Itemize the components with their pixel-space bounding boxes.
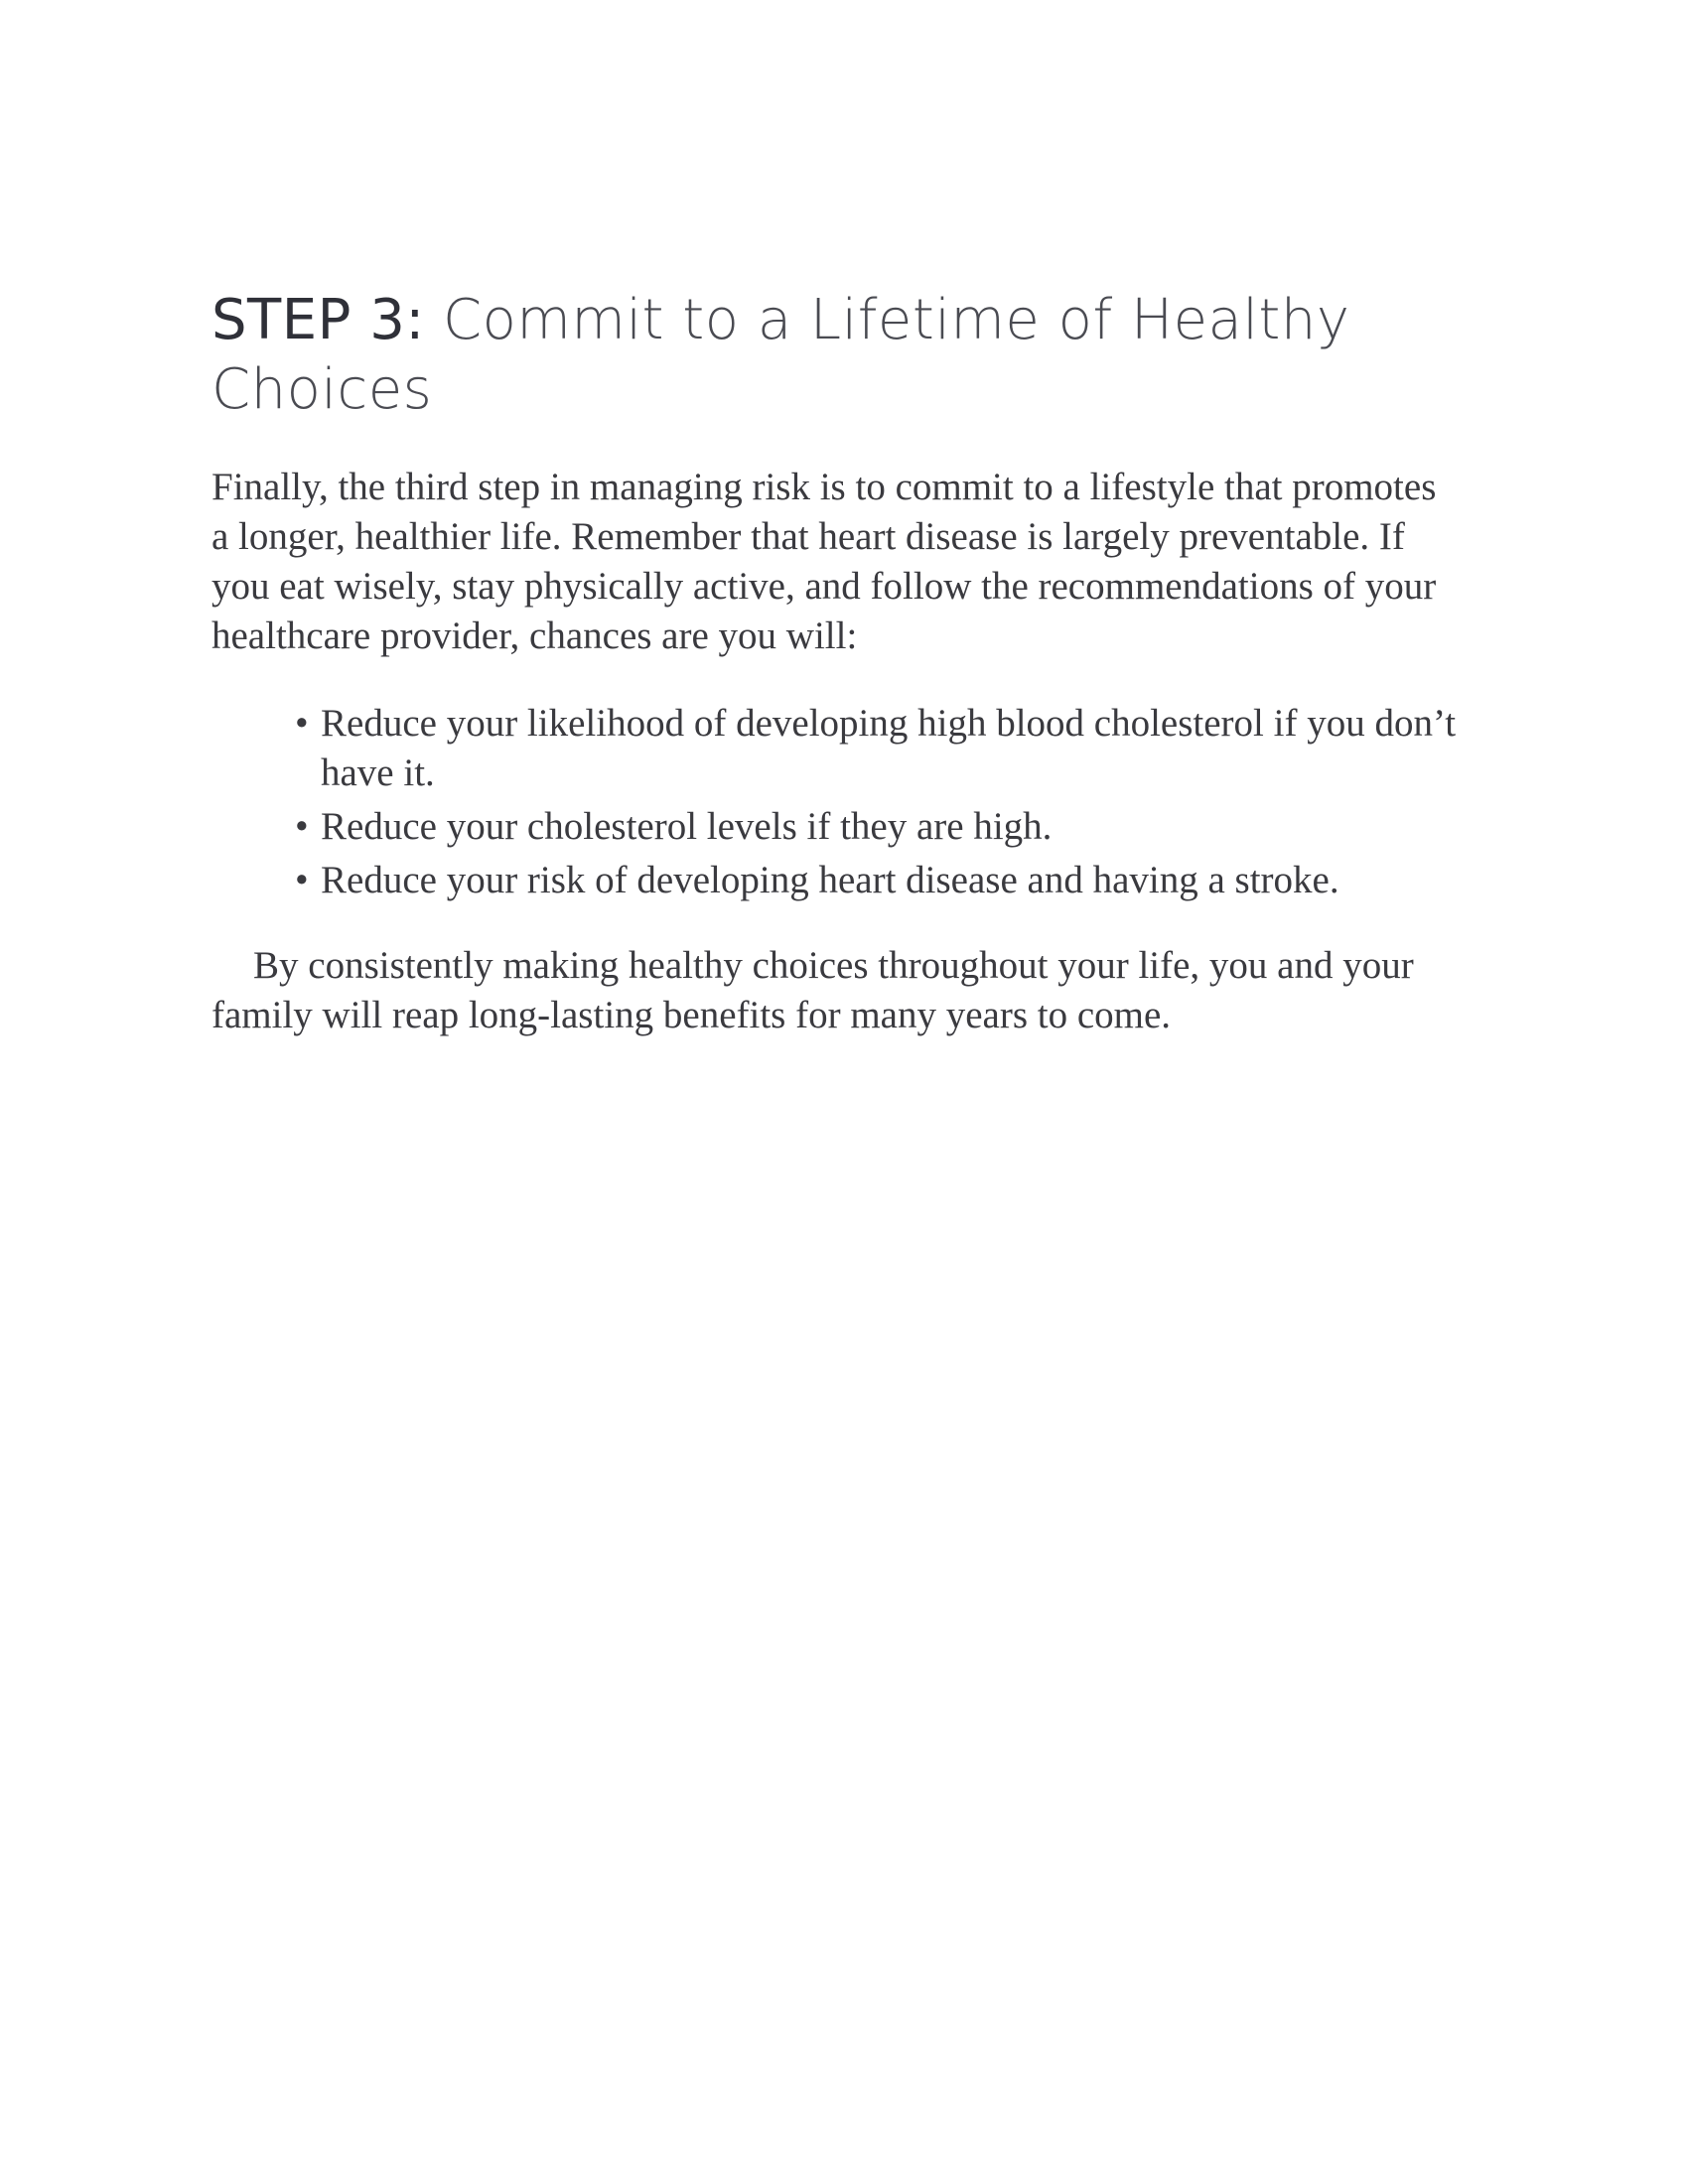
list-item-text: Reduce your likelihood of developing high blood cholesterol if you don’t have it.: [321, 702, 1457, 794]
intro-paragraph: Finally, the third step in managing risk is to commit to a lifestyle that promotes a longer, healthier life. Remember that heart disease is largely preventable. If you eat wisely, stay physically active, and follow the recommendations of your healthcare provider, chances are you will:: [211, 466, 1437, 657]
closing-paragraph: By consistently making healthy choices throughout your life, you and your family will reap long-lasting benefits for many years to come.: [211, 944, 1414, 1036]
list-item-text: Reduce your risk of developing heart disease and having a stroke.: [321, 859, 1339, 901]
list-item-text: Reduce your cholesterol levels if they are high.: [321, 805, 1053, 848]
list-item: [295, 699, 1463, 798]
section-heading: [211, 286, 1492, 425]
bullet-icon: •: [295, 702, 309, 745]
list-item: [295, 802, 1463, 852]
step-title: Commit to a Lifetime of Healthy Choices: [211, 288, 1350, 422]
bullet-icon: •: [295, 859, 309, 901]
list-item: [295, 856, 1463, 905]
page-content: [211, 286, 1492, 1040]
step-label: STEP 3:: [211, 288, 425, 352]
bullet-list: [211, 699, 1492, 905]
bullet-icon: •: [295, 805, 309, 848]
